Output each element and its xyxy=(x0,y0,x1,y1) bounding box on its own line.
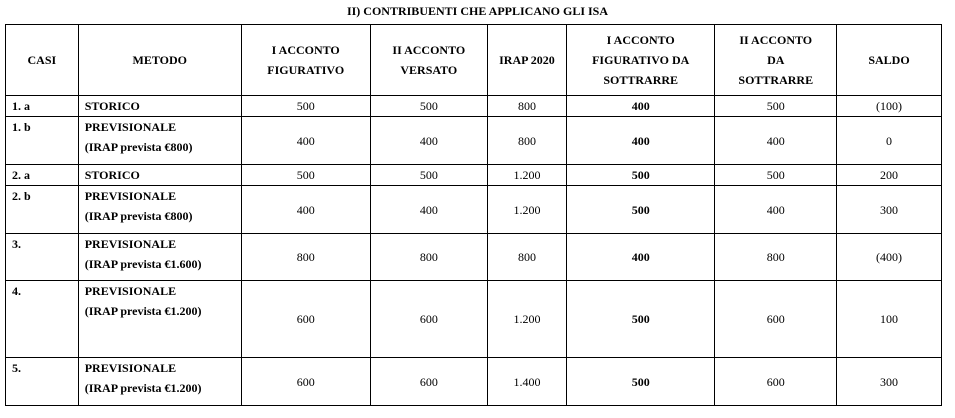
cell-acconto2-versato: 500 xyxy=(370,165,487,186)
cell-saldo: 300 xyxy=(837,358,942,406)
cell-acconto1-figurativo: 400 xyxy=(241,117,370,165)
table-row xyxy=(6,186,942,234)
cell-metodo: STORICO xyxy=(78,165,241,186)
cell-acconto2-sottrarre: 400 xyxy=(715,186,837,234)
cell-acconto2-versato: 500 xyxy=(370,96,487,117)
cell-acconto2-versato: 800 xyxy=(370,234,487,281)
table-row xyxy=(6,165,942,186)
cell-metodo: PREVISIONALE (IRAP prevista €800) xyxy=(78,186,241,234)
cell-acconto2-versato: 600 xyxy=(370,358,487,406)
header-acconto2-sottrarre: II ACCONTO DA SOTTRARRE xyxy=(715,25,837,96)
cell-acconto1-figurativo-sottrarre: 400 xyxy=(566,96,715,117)
cell-acconto2-sottrarre: 500 xyxy=(715,96,837,117)
cell-irap-2020: 1.400 xyxy=(488,358,567,406)
cell-caso: 1. a xyxy=(6,96,79,117)
cell-saldo: 200 xyxy=(837,165,942,186)
cell-irap-2020: 800 xyxy=(488,117,567,165)
cell-acconto2-sottrarre: 500 xyxy=(715,165,837,186)
cell-acconto2-sottrarre: 600 xyxy=(715,281,837,358)
cell-saldo: (400) xyxy=(837,234,942,281)
cell-acconto1-figurativo: 800 xyxy=(241,234,370,281)
cell-metodo: STORICO xyxy=(78,96,241,117)
header-casi: CASI xyxy=(6,25,79,96)
cell-acconto1-figurativo-sottrarre: 500 xyxy=(566,165,715,186)
cell-acconto1-figurativo-sottrarre: 500 xyxy=(566,281,715,358)
cell-saldo: 100 xyxy=(837,281,942,358)
cell-acconto2-versato: 400 xyxy=(370,186,487,234)
cell-saldo: (100) xyxy=(837,96,942,117)
table-row xyxy=(6,358,942,406)
table-row xyxy=(6,281,942,358)
cell-acconto1-figurativo: 400 xyxy=(241,186,370,234)
cell-metodo: PREVISIONALE (IRAP prevista €1.600) xyxy=(78,234,241,281)
cell-metodo: PREVISIONALE (IRAP prevista €800) xyxy=(78,117,241,165)
header-acconto2-versato: II ACCONTO VERSATO xyxy=(370,25,487,96)
cell-acconto2-versato: 400 xyxy=(370,117,487,165)
cell-caso: 3. xyxy=(6,234,79,281)
cell-caso: 4. xyxy=(6,281,79,358)
cell-irap-2020: 800 xyxy=(488,234,567,281)
table-row xyxy=(6,234,942,281)
table-row xyxy=(6,96,942,117)
cell-acconto1-figurativo-sottrarre: 500 xyxy=(566,186,715,234)
header-acconto1-figurativo: I ACCONTO FIGURATIVO xyxy=(241,25,370,96)
cell-irap-2020: 1.200 xyxy=(488,281,567,358)
cell-acconto1-figurativo: 500 xyxy=(241,96,370,117)
header-metodo: METODO xyxy=(78,25,241,96)
header-saldo: SALDO xyxy=(837,25,942,96)
cell-acconto1-figurativo-sottrarre: 500 xyxy=(566,358,715,406)
cell-acconto1-figurativo-sottrarre: 400 xyxy=(566,234,715,281)
cell-metodo: PREVISIONALE (IRAP prevista €1.200) xyxy=(78,358,241,406)
cell-caso: 2. b xyxy=(6,186,79,234)
header-irap-2020: IRAP 2020 xyxy=(488,25,567,96)
table-title: II) CONTRIBUENTI CHE APPLICANO GLI ISA xyxy=(346,4,609,18)
cell-acconto2-sottrarre: 800 xyxy=(715,234,837,281)
cell-irap-2020: 800 xyxy=(488,96,567,117)
cell-irap-2020: 1.200 xyxy=(488,165,567,186)
cell-metodo: PREVISIONALE (IRAP prevista €1.200) xyxy=(78,281,241,358)
cell-acconto2-versato: 600 xyxy=(370,281,487,358)
isa-table xyxy=(5,24,942,406)
cell-acconto1-figurativo: 600 xyxy=(241,281,370,358)
cell-caso: 5. xyxy=(6,358,79,406)
cell-caso: 1. b xyxy=(6,117,79,165)
cell-irap-2020: 1.200 xyxy=(488,186,567,234)
cell-acconto2-sottrarre: 600 xyxy=(715,358,837,406)
cell-acconto1-figurativo: 600 xyxy=(241,358,370,406)
cell-saldo: 0 xyxy=(837,117,942,165)
cell-caso: 2. a xyxy=(6,165,79,186)
table-row xyxy=(6,117,942,165)
cell-acconto1-figurativo-sottrarre: 400 xyxy=(566,117,715,165)
cell-acconto1-figurativo: 500 xyxy=(241,165,370,186)
header-acconto1-figurativo-sottrarre: I ACCONTO FIGURATIVO DA SOTTRARRE xyxy=(566,25,715,96)
cell-saldo: 300 xyxy=(837,186,942,234)
cell-acconto2-sottrarre: 400 xyxy=(715,117,837,165)
header-row xyxy=(6,25,942,96)
